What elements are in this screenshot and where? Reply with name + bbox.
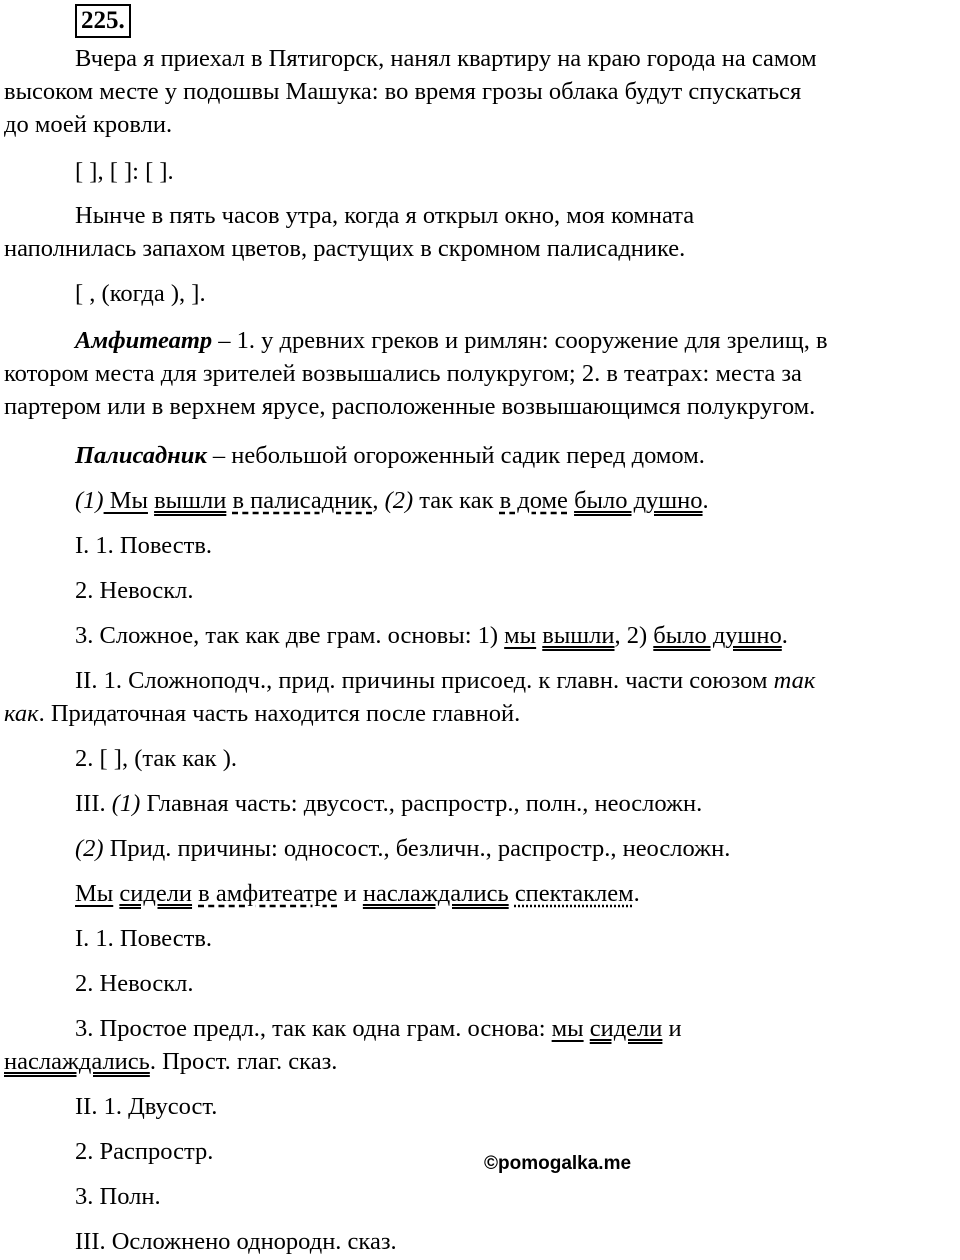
subject: мы bbox=[504, 622, 537, 649]
exercise-number: 225. bbox=[75, 4, 131, 38]
analysis-line: 3. Сложное, так как две грам. основы: 1) мы вышли, 2) было душно. bbox=[75, 622, 788, 649]
definition-line: котором места для зрителей возвышались полукругом; 2. в театрах: места за bbox=[4, 360, 802, 387]
predicate: вышли bbox=[154, 487, 227, 514]
analysis-line: наслаждались. Прост. глаг. сказ. bbox=[4, 1048, 338, 1075]
text-line: Вчера я приехал в Пятигорск, нанял квартиру на краю города на самом bbox=[75, 45, 817, 72]
analysis-line: I. 1. Повеств. bbox=[75, 925, 213, 952]
scheme: [ ], [ ]: [ ]. bbox=[75, 158, 174, 185]
analysis-line: II. 1. Сложноподч., прид. причины присоед. к главн. части союзом так bbox=[75, 667, 816, 694]
text-line: до моей кровли. bbox=[4, 111, 173, 138]
analysis-line: 2. Невоскл. bbox=[75, 970, 194, 997]
definition-line: партером или в верхнем ярусе, расположенные возвышающимся полукругом. bbox=[4, 393, 816, 420]
analysis-line: (2) Прид. причины: односост., безличн., распростр., неосложн. bbox=[75, 835, 731, 862]
adverbial: в амфитеатре bbox=[198, 880, 338, 907]
analysis-line: 3. Простое предл., так как одна грам. основа: мы сидели и bbox=[75, 1015, 682, 1042]
predicate: было душно bbox=[574, 487, 703, 514]
definition-text: – 1. у древних греков и римлян: сооружение для зрелищ, в bbox=[212, 327, 828, 354]
predicate: вышли bbox=[542, 622, 615, 649]
adverbial: в доме bbox=[499, 487, 568, 514]
scheme: [ , (когда ), ]. bbox=[75, 280, 206, 307]
analysis-line: III. Осложнено однородн. сказ. bbox=[75, 1228, 397, 1255]
conjunction: так bbox=[773, 667, 816, 694]
subject: Мы bbox=[75, 880, 114, 907]
conjunction: как bbox=[4, 700, 39, 727]
adverbial: в палисадник bbox=[232, 487, 373, 514]
predicate: сидели bbox=[119, 880, 193, 907]
watermark: ©pomogalka.me bbox=[484, 1153, 632, 1174]
predicate: сидели bbox=[589, 1015, 663, 1042]
text-line: наполнилась запахом цветов, растущих в скромном палисаднике. bbox=[4, 235, 686, 262]
subject: мы bbox=[551, 1015, 584, 1042]
text-line: высоком месте у подошвы Машука: во время грозы облака будут спускаться bbox=[4, 78, 802, 105]
scheme: 2. [ ], (так как ). bbox=[75, 745, 237, 772]
predicate: наслаждались bbox=[4, 1048, 150, 1075]
analysis-line: I. 1. Повеств. bbox=[75, 532, 213, 559]
clause-marker: (1) bbox=[75, 487, 104, 514]
definition-line bbox=[0, 324, 960, 357]
predicate: наслаждались bbox=[362, 880, 509, 907]
analysis-line: III. (1) Главная часть: двусост., распростр., полн., неосложн. bbox=[75, 790, 703, 817]
analysis-line: как. Придаточная часть находится после главной. bbox=[4, 700, 521, 727]
object: спектаклем bbox=[514, 880, 634, 907]
analysis-line: 3. Полн. bbox=[75, 1183, 161, 1210]
text-line: Нынче в пять часов утра, когда я открыл окно, моя комната bbox=[75, 202, 695, 229]
analysis-line: 2. Распростр. bbox=[75, 1138, 214, 1165]
definition-term: Амфитеатр bbox=[75, 327, 213, 354]
analysis-line: II. 1. Двусост. bbox=[75, 1093, 218, 1120]
predicate: было душно bbox=[653, 622, 782, 649]
definition-text: – небольшой огороженный садик перед домом. bbox=[206, 442, 705, 469]
analyzed-sentence: Мы сидели в амфитеатре и наслаждались спектаклем. bbox=[75, 880, 640, 907]
clause-marker: (2) bbox=[384, 487, 414, 514]
analysis-line: 2. Невоскл. bbox=[75, 577, 194, 604]
clause-marker: (1) bbox=[111, 790, 141, 817]
definition-term: Палисадник bbox=[75, 442, 207, 469]
analyzed-sentence: (1) Мы вышли в палисадник, (2) так как в доме было душно. bbox=[75, 487, 709, 514]
definition-line bbox=[0, 439, 960, 472]
clause-marker: (2) bbox=[75, 835, 104, 862]
subject: Мы bbox=[103, 487, 148, 514]
